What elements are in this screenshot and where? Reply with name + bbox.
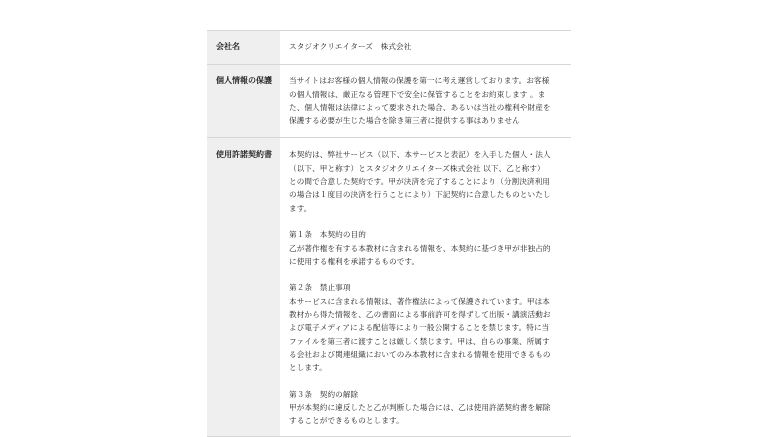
article-3-line: 甲が本契約に違反したと乙が判断した場合には、乙は使用許諾契約書を解除: [289, 403, 551, 413]
article-2-line: 教材から得た情報を、乙の書面による事前許可を得ずして出版・講演活動お: [289, 310, 551, 320]
article-2-title: 第２条 禁止事項: [289, 283, 351, 293]
article-1-title: 第１条 本契約の目的: [289, 230, 366, 240]
article-1-line: に使用する権利を承諾するものです。: [289, 256, 420, 266]
article-3-title: 第３条 契約の解除: [289, 389, 359, 399]
privacy-text-line: 当サイトはお客様の個人情報の保護を第一に考え運営しております。お客様: [289, 76, 550, 86]
article-2-line: ファイルを第三者に渡すことは厳しく禁じます。甲は、自らの事業、所属す: [289, 336, 550, 346]
license-intro-line: との間で合意した契約です。甲が決済を完了することにより（分割決済利用: [289, 177, 550, 187]
row-label-privacy: 個人情報の保護: [207, 65, 280, 137]
article-2-line: とします。: [289, 363, 327, 373]
privacy-text-line: の個人情報は、厳正なる管理下で安全に保管することをお約束します 。ま: [289, 89, 546, 99]
license-intro-line: （以下、甲と称す）とスタジオクリエイターズ株式会社 以下、乙と称す）: [289, 163, 545, 173]
privacy-text-line: 保護する必要が生じた場合を除き第三者に提供する事はありません: [289, 116, 520, 126]
article-1-line: 乙が著作権を有する本教材に含まれる情報を、本契約に基づき甲が非独占的: [289, 243, 551, 253]
row-value-company-name: [280, 31, 571, 64]
privacy-text-line: た、個人情報は法律によって要求された場合、あるいは当社の権利や財産を: [289, 102, 551, 112]
row-label-license-agreement: 使用許諾契約書: [207, 138, 280, 435]
article-2-line: よび電子メディアによる配信等により一般公開することを禁じます。特に当: [289, 323, 550, 333]
license-intro-line: 本契約は、弊社サービス（以下、本サービスと表記）を入手した個人・法人: [289, 150, 551, 160]
row-label-company-name: 会社名: [207, 31, 280, 64]
article-2-line: る会社および関連組織においてのみ本教材に含まれる情報を使用できるもの: [289, 349, 551, 359]
license-intro-line: の場合は１度目の決済を行うことにより）下記契約に合意したものといたし: [289, 190, 551, 200]
table-row-company-name: [207, 31, 571, 65]
company-name-text: スタジオクリエイターズ 株式会社: [289, 42, 412, 51]
row-value-license-agreement: [280, 138, 571, 435]
paragraph-gap: [289, 268, 565, 281]
table-row-license-agreement: [207, 138, 571, 436]
paragraph-gap: [289, 215, 565, 228]
article-3-line: することができるものとします。: [289, 416, 404, 426]
license-intro-line: ます。: [289, 203, 312, 213]
paragraph-gap: [289, 375, 565, 388]
company-info-table: [207, 30, 571, 437]
article-2-line: 本サービスに含まれる情報は、著作権法によって保護されています。甲は本: [289, 296, 550, 306]
row-value-privacy: [280, 65, 571, 137]
table-row-privacy: [207, 65, 571, 138]
